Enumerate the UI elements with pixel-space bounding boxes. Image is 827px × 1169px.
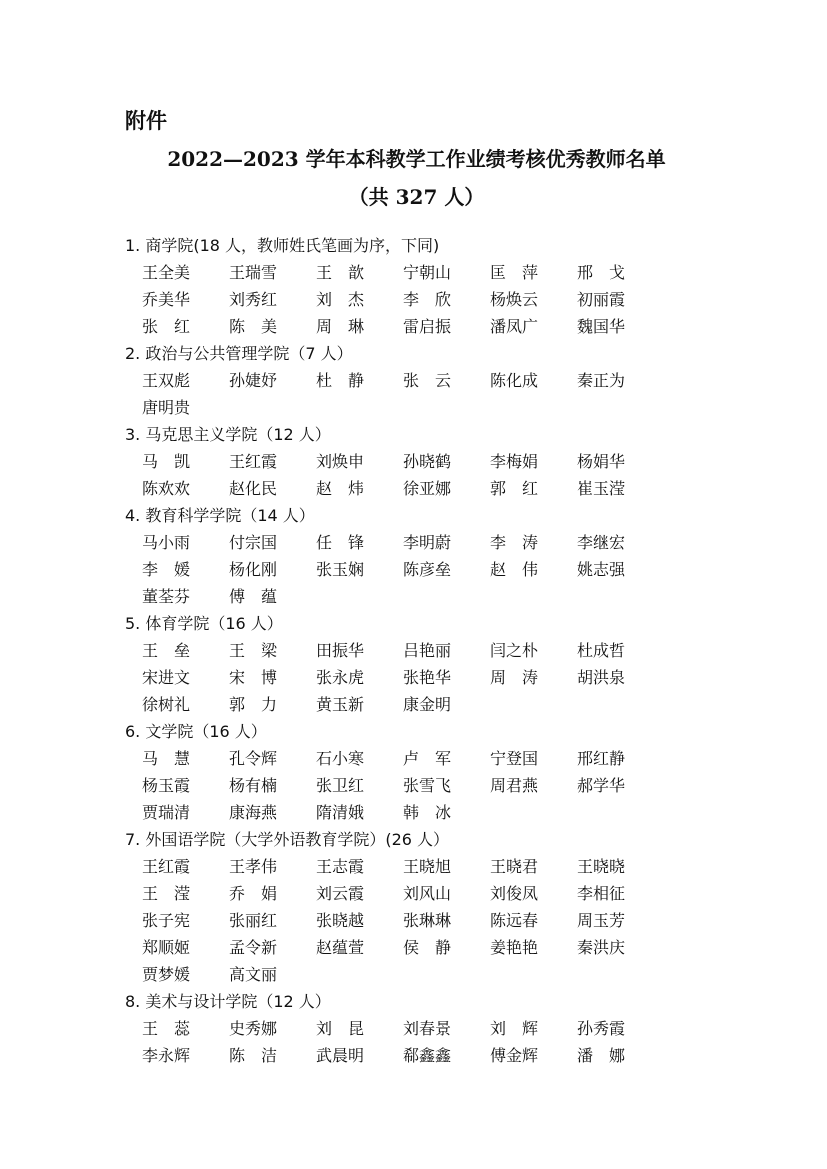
teacher-name: 王 歆 [316,263,365,282]
teacher-name: 李明蔚 [403,533,452,552]
teacher-name: 黄玉新 [316,695,365,714]
teacher-name: 宁登国 [490,749,539,768]
teacher-name: 邢 戈 [577,263,626,282]
teacher-name: 陈远春 [490,911,539,930]
teacher-name: 秦正为 [577,371,626,390]
teacher-name-grid [125,259,685,340]
teacher-name: 刘秀红 [229,290,278,309]
teacher-name: 田振华 [316,641,365,660]
teacher-name-grid [125,853,685,988]
teacher-name: 康金明 [403,695,452,714]
teacher-name: 李永辉 [142,1046,191,1065]
teacher-name: 王全美 [142,263,191,282]
teacher-name: 闫之朴 [490,641,539,660]
teacher-name: 周 琳 [316,317,365,336]
teacher-name: 乔美华 [142,290,191,309]
teacher-name: 秦洪庆 [577,938,626,957]
teacher-name: 王 梁 [229,641,278,660]
section-heading: 1. 商学院(18 人，教师姓氏笔画为序，下同) [125,236,440,255]
teacher-name: 郝学华 [577,776,626,795]
teacher-name: 李 欣 [403,290,452,309]
teacher-name: 李 涛 [490,533,539,552]
attachment-label: 附件 [125,109,167,133]
teacher-name: 宋进文 [142,668,191,687]
teacher-name: 张子宪 [142,911,191,930]
teacher-name: 潘凤广 [490,317,539,336]
teacher-name: 王双彪 [142,371,191,390]
teacher-name: 刘 昆 [316,1019,365,1038]
teacher-name: 张丽红 [229,911,278,930]
teacher-name: 王 垒 [142,641,191,660]
teacher-name: 唐明贵 [142,398,191,417]
teacher-name: 邢红静 [577,749,626,768]
teacher-name-grid [125,367,685,421]
section-heading: 8. 美术与设计学院（12 人） [125,992,331,1011]
teacher-name: 王晓旭 [403,857,452,876]
teacher-name: 赵化民 [229,479,278,498]
teacher-name-grid [125,637,685,718]
teacher-name: 郭 力 [229,695,278,714]
teacher-name: 付宗国 [229,533,278,552]
teacher-name: 杨化刚 [229,560,278,579]
teacher-name: 韩 冰 [403,803,452,822]
teacher-name: 李梅娟 [490,452,539,471]
teacher-name: 周玉芳 [577,911,626,930]
teacher-name: 刘 辉 [490,1019,539,1038]
college-section [125,826,685,988]
teacher-name: 赵 炜 [316,479,365,498]
college-section [125,718,685,826]
teacher-name: 马 慧 [142,749,191,768]
teacher-name: 武晨明 [316,1046,365,1065]
teacher-name: 孟令新 [229,938,278,957]
teacher-name: 姚志强 [577,560,626,579]
teacher-name: 马 凯 [142,452,191,471]
teacher-name-grid [125,1015,685,1069]
teacher-name: 崔玉滢 [577,479,626,498]
teacher-name: 王孝伟 [229,857,278,876]
teacher-name: 刘云霞 [316,884,365,903]
section-heading: 5. 体育学院（16 人） [125,614,283,633]
teacher-name: 张晓越 [316,911,365,930]
teacher-name: 张琳琳 [403,911,452,930]
teacher-name: 陈彦垒 [403,560,452,579]
teacher-name: 徐树礼 [142,695,191,714]
teacher-name: 陈欢欢 [142,479,191,498]
teacher-name: 徐亚娜 [403,479,452,498]
section-list [125,232,685,1069]
section-heading: 4. 教育科学学院（14 人） [125,506,315,525]
teacher-name: 孙婕妤 [229,371,278,390]
teacher-name: 初丽霞 [577,290,626,309]
teacher-name: 王 蕊 [142,1019,191,1038]
teacher-name: 杜 静 [316,371,365,390]
teacher-name: 吕艳丽 [403,641,452,660]
teacher-name: 傅金辉 [490,1046,539,1065]
teacher-name: 王红霞 [229,452,278,471]
teacher-name: 卢 军 [403,749,452,768]
teacher-name: 张永虎 [316,668,365,687]
teacher-name: 任 锋 [316,533,365,552]
teacher-name: 郭 红 [490,479,539,498]
teacher-name: 张卫红 [316,776,365,795]
teacher-name: 刘春景 [403,1019,452,1038]
teacher-name: 李继宏 [577,533,626,552]
teacher-name: 周君燕 [490,776,539,795]
section-heading: 6. 文学院（16 人） [125,722,267,741]
college-section [125,610,685,718]
teacher-name: 贾梦媛 [142,965,191,984]
teacher-name: 刘焕申 [316,452,365,471]
teacher-name: 赵蕴萱 [316,938,365,957]
teacher-name: 赵 伟 [490,560,539,579]
teacher-name: 陈 洁 [229,1046,278,1065]
teacher-name: 宋 博 [229,668,278,687]
teacher-name: 王晓君 [490,857,539,876]
college-section [125,232,685,340]
teacher-name: 陈化成 [490,371,539,390]
teacher-name: 康海燕 [229,803,278,822]
teacher-name: 李相征 [577,884,626,903]
teacher-name: 刘风山 [403,884,452,903]
document-title: 2022—2023 学年本科教学工作业绩考核优秀教师名单 [167,147,666,171]
teacher-name: 刘俊凤 [490,884,539,903]
teacher-name: 周 涛 [490,668,539,687]
teacher-name: 李 媛 [142,560,191,579]
teacher-name: 马小雨 [142,533,191,552]
teacher-name: 傅 蕴 [229,587,278,606]
teacher-name: 张玉娴 [316,560,365,579]
teacher-name: 杨有楠 [229,776,278,795]
teacher-name: 张艳华 [403,668,452,687]
teacher-name: 刘 杰 [316,290,365,309]
college-section [125,988,685,1069]
teacher-name: 王晓晓 [577,857,626,876]
teacher-name: 王志霞 [316,857,365,876]
teacher-name-grid [125,529,685,610]
teacher-name: 高文丽 [229,965,278,984]
teacher-name: 石小寒 [316,749,365,768]
teacher-name: 王 滢 [142,884,191,903]
teacher-name: 王瑞雪 [229,263,278,282]
college-section [125,340,685,421]
teacher-name: 胡洪泉 [577,668,626,687]
teacher-name: 侯 静 [403,938,452,957]
teacher-name: 孙秀霞 [577,1019,626,1038]
teacher-name: 董荃芬 [142,587,191,606]
teacher-name: 宁朝山 [403,263,452,282]
teacher-name: 乔 娟 [229,884,278,903]
teacher-name: 郗鑫鑫 [403,1046,452,1065]
teacher-name: 张 红 [142,317,191,336]
teacher-name-grid [125,745,685,826]
college-section [125,421,685,502]
teacher-name: 张雪飞 [403,776,452,795]
teacher-name: 杨焕云 [490,290,539,309]
teacher-name: 郑顺姬 [142,938,191,957]
college-section [125,502,685,610]
teacher-name: 王红霞 [142,857,191,876]
teacher-name: 魏国华 [577,317,626,336]
teacher-name: 雷启振 [403,317,452,336]
teacher-name: 贾瑞清 [142,803,191,822]
teacher-name-grid [125,448,685,502]
teacher-name: 姜艳艳 [490,938,539,957]
teacher-name: 张 云 [403,371,452,390]
teacher-name: 隋清娥 [316,803,365,822]
teacher-name: 孙晓鹤 [403,452,452,471]
section-heading: 7. 外国语学院（大学外语教育学院）(26 人） [125,830,450,849]
teacher-name: 史秀娜 [229,1019,278,1038]
teacher-name: 陈 美 [229,317,278,336]
teacher-name: 杨玉霞 [142,776,191,795]
teacher-name: 杨娟华 [577,452,626,471]
document-subtitle: （共 327 人） [348,185,485,209]
section-heading: 3. 马克思主义学院（12 人） [125,425,331,444]
teacher-name: 匡 萍 [490,263,539,282]
section-heading: 2. 政治与公共管理学院（7 人） [125,344,353,363]
teacher-name: 孔令辉 [229,749,278,768]
teacher-name: 潘 娜 [577,1046,626,1065]
teacher-name: 杜成哲 [577,641,626,660]
